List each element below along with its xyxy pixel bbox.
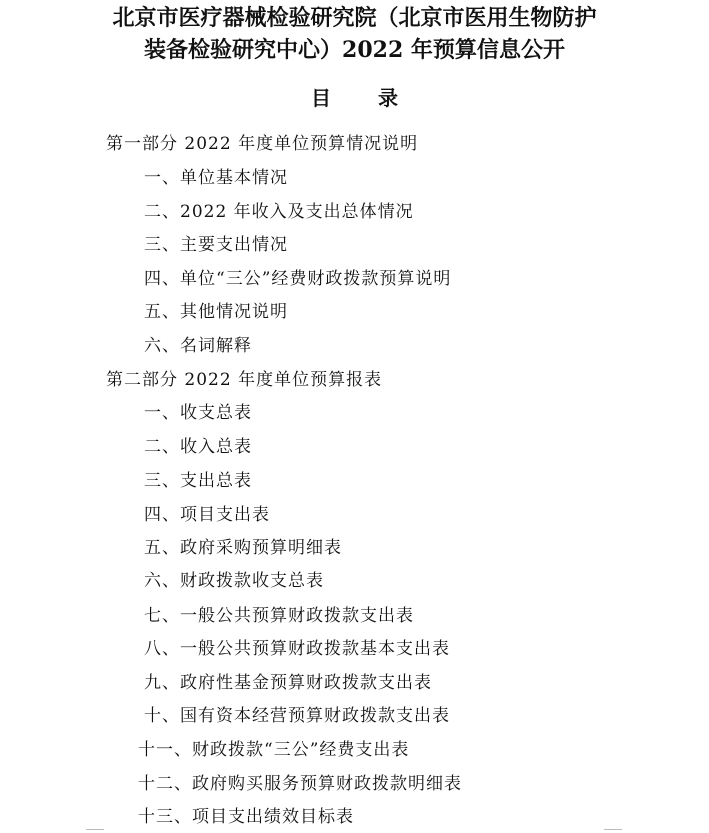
toc-item-project-expenditure[interactable]: 四、项目支出表 (144, 505, 270, 525)
toc-item-revenue-expenditure-summary[interactable]: 一、收支总表 (144, 403, 252, 423)
toc-item-general-public-budget-expenditure[interactable]: 七、一般公共预算财政拨款支出表 (144, 606, 414, 626)
toc-item-performance-targets[interactable]: 十三、项目支出绩效目标表 (138, 807, 354, 827)
document-title-line-1: 北京市医疗器械检验研究院（北京市医用生物防护 (112, 5, 597, 31)
toc-item-other-notes[interactable]: 五、其他情况说明 (144, 302, 288, 322)
toc-item-three-public-expenses-table[interactable]: 十一、财政拨款“三公”经费支出表 (138, 740, 410, 760)
toc-item-main-expenditure[interactable]: 三、主要支出情况 (144, 235, 288, 255)
toc-item-glossary[interactable]: 六、名词解释 (144, 336, 252, 356)
toc-part-2[interactable]: 第二部分 2022 年度单位预算报表 (106, 370, 383, 390)
toc-item-fiscal-appropriation-summary[interactable]: 六、财政拨款收支总表 (144, 571, 324, 591)
document-title-line-2: 装备检验研究中心）2022 年预算信息公开 (144, 37, 565, 63)
toc-item-government-purchase-services[interactable]: 十二、政府购买服务预算财政拨款明细表 (138, 774, 462, 794)
toc-item-government-fund-budget[interactable]: 九、政府性基金预算财政拨款支出表 (144, 673, 432, 693)
toc-part-1[interactable]: 第一部分 2022 年度单位预算情况说明 (106, 134, 419, 154)
toc-item-state-capital-budget[interactable]: 十、国有资本经营预算财政拨款支出表 (144, 706, 450, 726)
toc-item-income-summary[interactable]: 二、收入总表 (144, 437, 252, 457)
toc-item-three-public-expenses[interactable]: 四、单位“三公”经费财政拨款预算说明 (144, 269, 452, 289)
toc-item-procurement-budget[interactable]: 五、政府采购预算明细表 (144, 538, 342, 558)
toc-item-income-expenditure-overview[interactable]: 二、2022 年收入及支出总体情况 (144, 202, 414, 222)
toc-heading: 目 录 (311, 86, 418, 110)
page-corner-mark-right (604, 829, 622, 830)
page-corner-mark-left (86, 829, 104, 830)
toc-item-expenditure-summary[interactable]: 三、支出总表 (144, 471, 252, 491)
toc-item-basic-info[interactable]: 一、单位基本情况 (144, 168, 288, 188)
toc-item-general-public-budget-basic-expenditure[interactable]: 八、一般公共预算财政拨款基本支出表 (144, 639, 450, 659)
